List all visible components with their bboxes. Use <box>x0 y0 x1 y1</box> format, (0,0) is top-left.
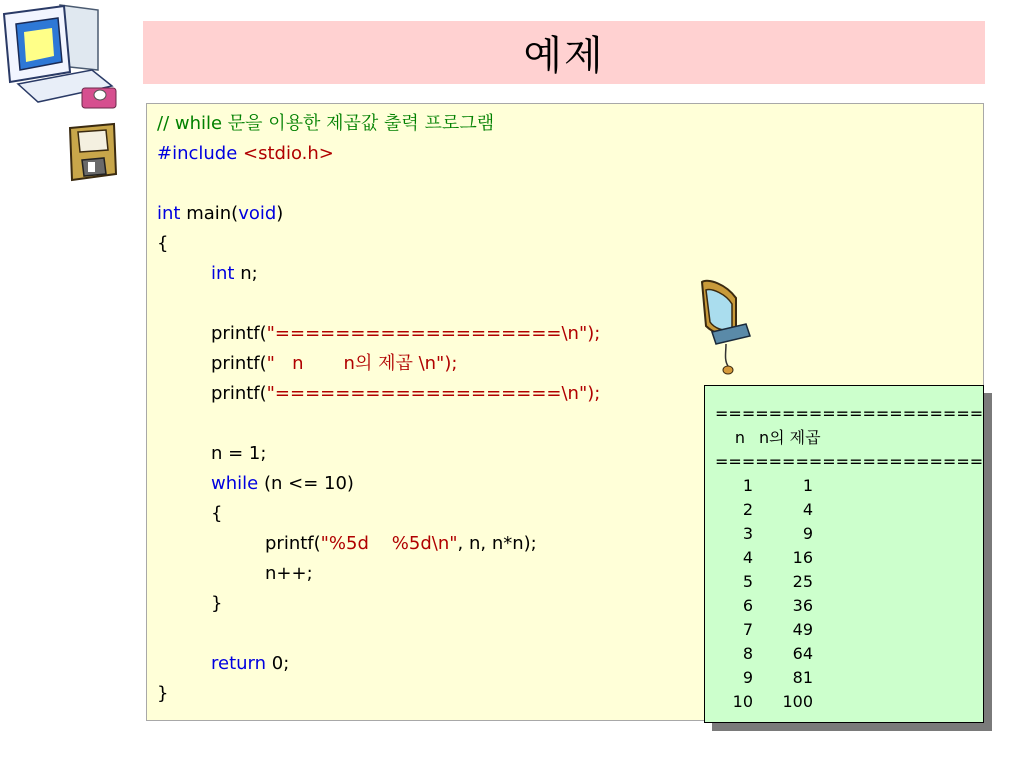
output-header <box>705 426 983 450</box>
output-square-value: 36 <box>792 596 813 615</box>
header-n: n <box>734 428 745 447</box>
code-line <box>157 529 600 559</box>
output-n-value: 1 <box>742 476 753 495</box>
code-line <box>157 109 600 139</box>
string-literal: " n n의 제곱 \n"); <box>266 353 458 374</box>
output-rows <box>705 474 983 714</box>
output-square-value: 64 <box>792 644 813 663</box>
code-line-blank <box>157 409 600 439</box>
code-line <box>157 349 600 379</box>
output-panel <box>704 385 984 723</box>
code-line <box>157 559 600 589</box>
output-square-value: 4 <box>802 500 813 519</box>
code-text: , n, n*n); <box>457 533 537 554</box>
keyword: int <box>211 263 235 284</box>
output-row <box>705 498 983 522</box>
code-line <box>157 199 600 229</box>
code-text: { <box>157 233 169 254</box>
output-row <box>705 522 983 546</box>
code-line <box>157 679 600 709</box>
code-line-blank <box>157 619 600 649</box>
output-separator: ==================== <box>715 452 984 471</box>
output-square-value: 100 <box>782 692 813 711</box>
keyword: int <box>157 203 181 224</box>
code-text: main( <box>186 203 239 224</box>
output-square-value: 9 <box>802 524 813 543</box>
string-literal: "===================\n"); <box>266 323 601 344</box>
output-row <box>705 546 983 570</box>
string-literal: "===================\n"); <box>266 383 601 404</box>
output-row <box>705 690 983 714</box>
output-row <box>705 618 983 642</box>
output-row <box>705 474 983 498</box>
floppy-disk-icon <box>66 122 120 182</box>
output-square-value: 1 <box>802 476 813 495</box>
page-title: 예제 <box>523 33 605 79</box>
header-square: n의 제곱 <box>759 428 821 447</box>
output-n-value: 2 <box>742 500 753 519</box>
output-n-value: 6 <box>742 596 753 615</box>
code-line <box>157 469 600 499</box>
code-listing <box>157 109 600 709</box>
code-line <box>157 589 600 619</box>
output-square-value: 81 <box>792 668 813 687</box>
output-n-value: 7 <box>742 620 753 639</box>
code-line <box>157 259 600 289</box>
output-separator: ==================== <box>715 404 984 423</box>
output-n-value: 3 <box>742 524 753 543</box>
string-literal: "%5d %5d\n" <box>320 533 458 554</box>
code-text: } <box>211 593 223 614</box>
code-comment: // while 문을 이용한 제곱값 출력 프로그램 <box>157 113 495 134</box>
code-text: n++; <box>265 563 313 584</box>
output-n-value: 9 <box>742 668 753 687</box>
computer-icon <box>0 0 125 112</box>
code-text: { <box>211 503 223 524</box>
code-text: printf( <box>211 383 267 404</box>
code-text: } <box>157 683 169 704</box>
output-square-value: 16 <box>792 548 813 567</box>
output-row <box>705 570 983 594</box>
output-row <box>705 642 983 666</box>
output-row <box>705 666 983 690</box>
include-directive: #include <box>157 143 238 164</box>
code-text: ) <box>276 203 284 224</box>
output-square-value: 49 <box>792 620 813 639</box>
code-line-blank <box>157 289 600 319</box>
code-text: n = 1; <box>211 443 267 464</box>
include-file: <stdio.h> <box>243 143 334 164</box>
code-line <box>157 379 600 409</box>
code-line <box>157 439 600 469</box>
code-text: printf( <box>265 533 321 554</box>
code-text: 0; <box>271 653 290 674</box>
code-text: printf( <box>211 323 267 344</box>
output-n-value: 4 <box>742 548 753 567</box>
monitor-icon <box>692 276 754 378</box>
code-line <box>157 649 600 679</box>
code-line <box>157 499 600 529</box>
output-n-value: 8 <box>742 644 753 663</box>
output-row <box>705 594 983 618</box>
keyword: return <box>211 653 267 674</box>
output-n-value: 5 <box>742 572 753 591</box>
code-line <box>157 229 600 259</box>
code-text: printf( <box>211 353 267 374</box>
code-line-blank <box>157 169 600 199</box>
code-text: n; <box>240 263 258 284</box>
code-line <box>157 319 600 349</box>
output-square-value: 25 <box>792 572 813 591</box>
keyword: void <box>238 203 277 224</box>
output-n-value: 10 <box>732 692 753 711</box>
title-bar <box>143 21 985 84</box>
code-line <box>157 139 600 169</box>
keyword: while <box>211 473 259 494</box>
code-text: (n <= 10) <box>263 473 354 494</box>
